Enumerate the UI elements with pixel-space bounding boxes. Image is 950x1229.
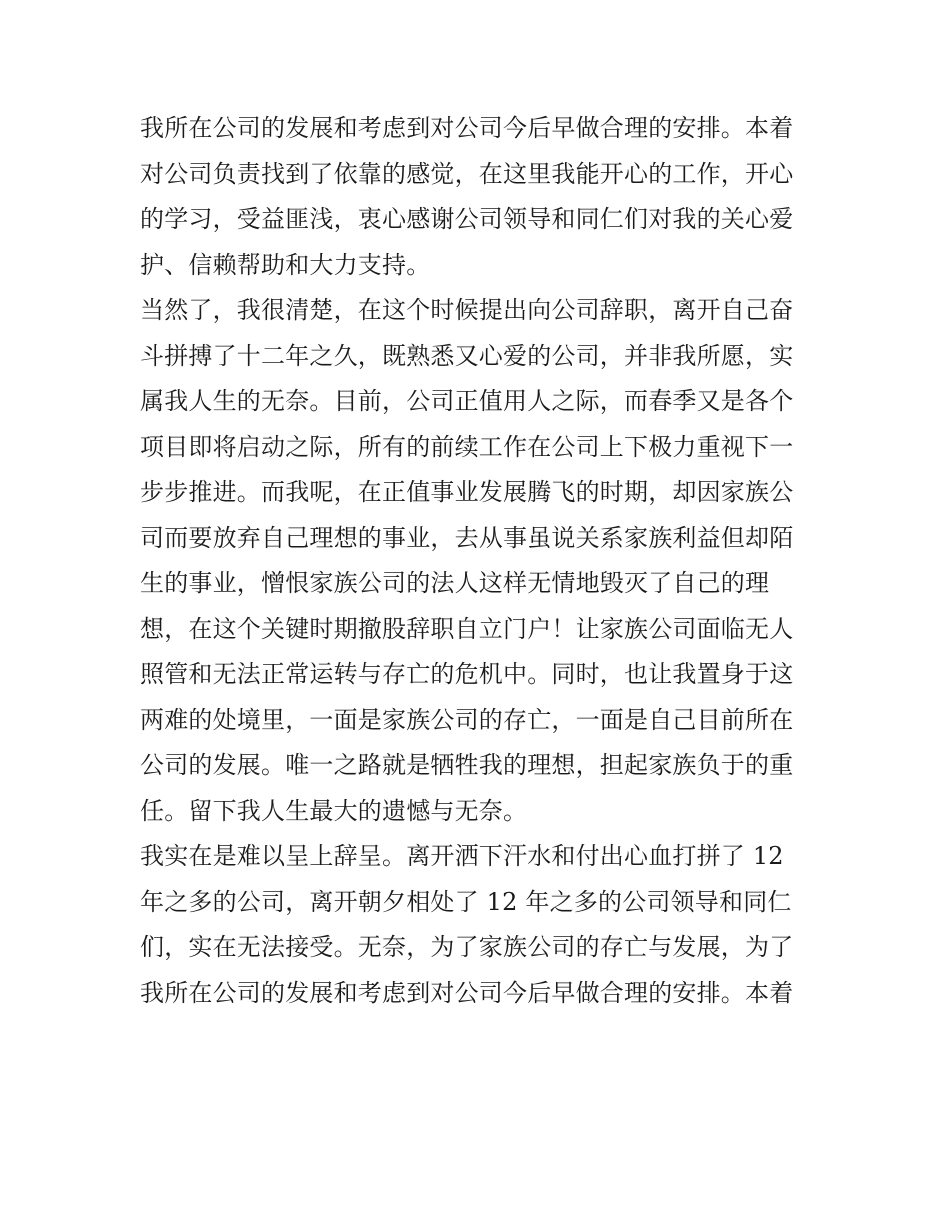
document-body [140,106,816,1016]
text-line: 想，在这个关键时期撤股辞职自立门户！让家族公司面临无人 [140,614,794,643]
text-line: 任。留下我人生最大的遗憾与无奈。 [140,796,528,825]
text-line: 当然了，我很清楚，在这个时候提出向公司辞职，离开自己奋 [140,296,794,324]
text-line: 斗拼搏了十二年之久，既熟悉又心爱的公司，并非我所愿，实 [140,341,794,370]
text-line: 属我人生的无奈。目前，公司正值用人之际，而春季又是各个 [140,387,794,415]
text-line: 们，实在无法接受。无奈，为了家族公司的存亡与发展，为了 [140,933,794,961]
text-line: 生的事业，憎恨家族公司的法人这样无情地毁灭了自己的理 [140,569,770,597]
text-line: 我实在是难以呈上辞呈。离开洒下汗水和付出心血打拼了 12 [140,842,784,870]
text-line: 的学习，受益匪浅，衷心感谢公司领导和同仁们对我的关心爱 [140,205,794,233]
text-line: 护、信赖帮助和大力支持。 [140,250,431,279]
text-line: 我所在公司的发展和考虑到对公司今后早做合理的安排。本着 [140,978,794,1007]
text-line: 我所在公司的发展和考虑到对公司今后早做合理的安排。本着 [140,114,794,142]
paragraph-3 [140,834,816,1016]
paragraph-1 [140,106,816,288]
text-line: 步步推进。而我呢，在正值事业发展腾飞的时期，却因家族公 [140,478,794,506]
text-line: 项目即将启动之际，所有的前续工作在公司上下极力重视下一 [140,432,794,461]
text-line: 照管和无法正常运转与存亡的危机中。同时，也让我置身于这 [140,660,794,688]
text-line: 年之多的公司，离开朝夕相处了 12 年之多的公司领导和同仁 [140,887,792,916]
paragraph-2 [140,288,816,834]
text-line: 司而要放弃自己理想的事业，去从事虽说关系家族利益但却陌 [140,523,794,552]
text-line: 公司的发展。唯一之路就是牺牲我的理想，担起家族负于的重 [140,751,794,779]
text-line: 对公司负责找到了依靠的感觉，在这里我能开心的工作，开心 [140,159,794,188]
text-line: 两难的处境里，一面是家族公司的存亡，一面是自己目前所在 [140,705,794,734]
